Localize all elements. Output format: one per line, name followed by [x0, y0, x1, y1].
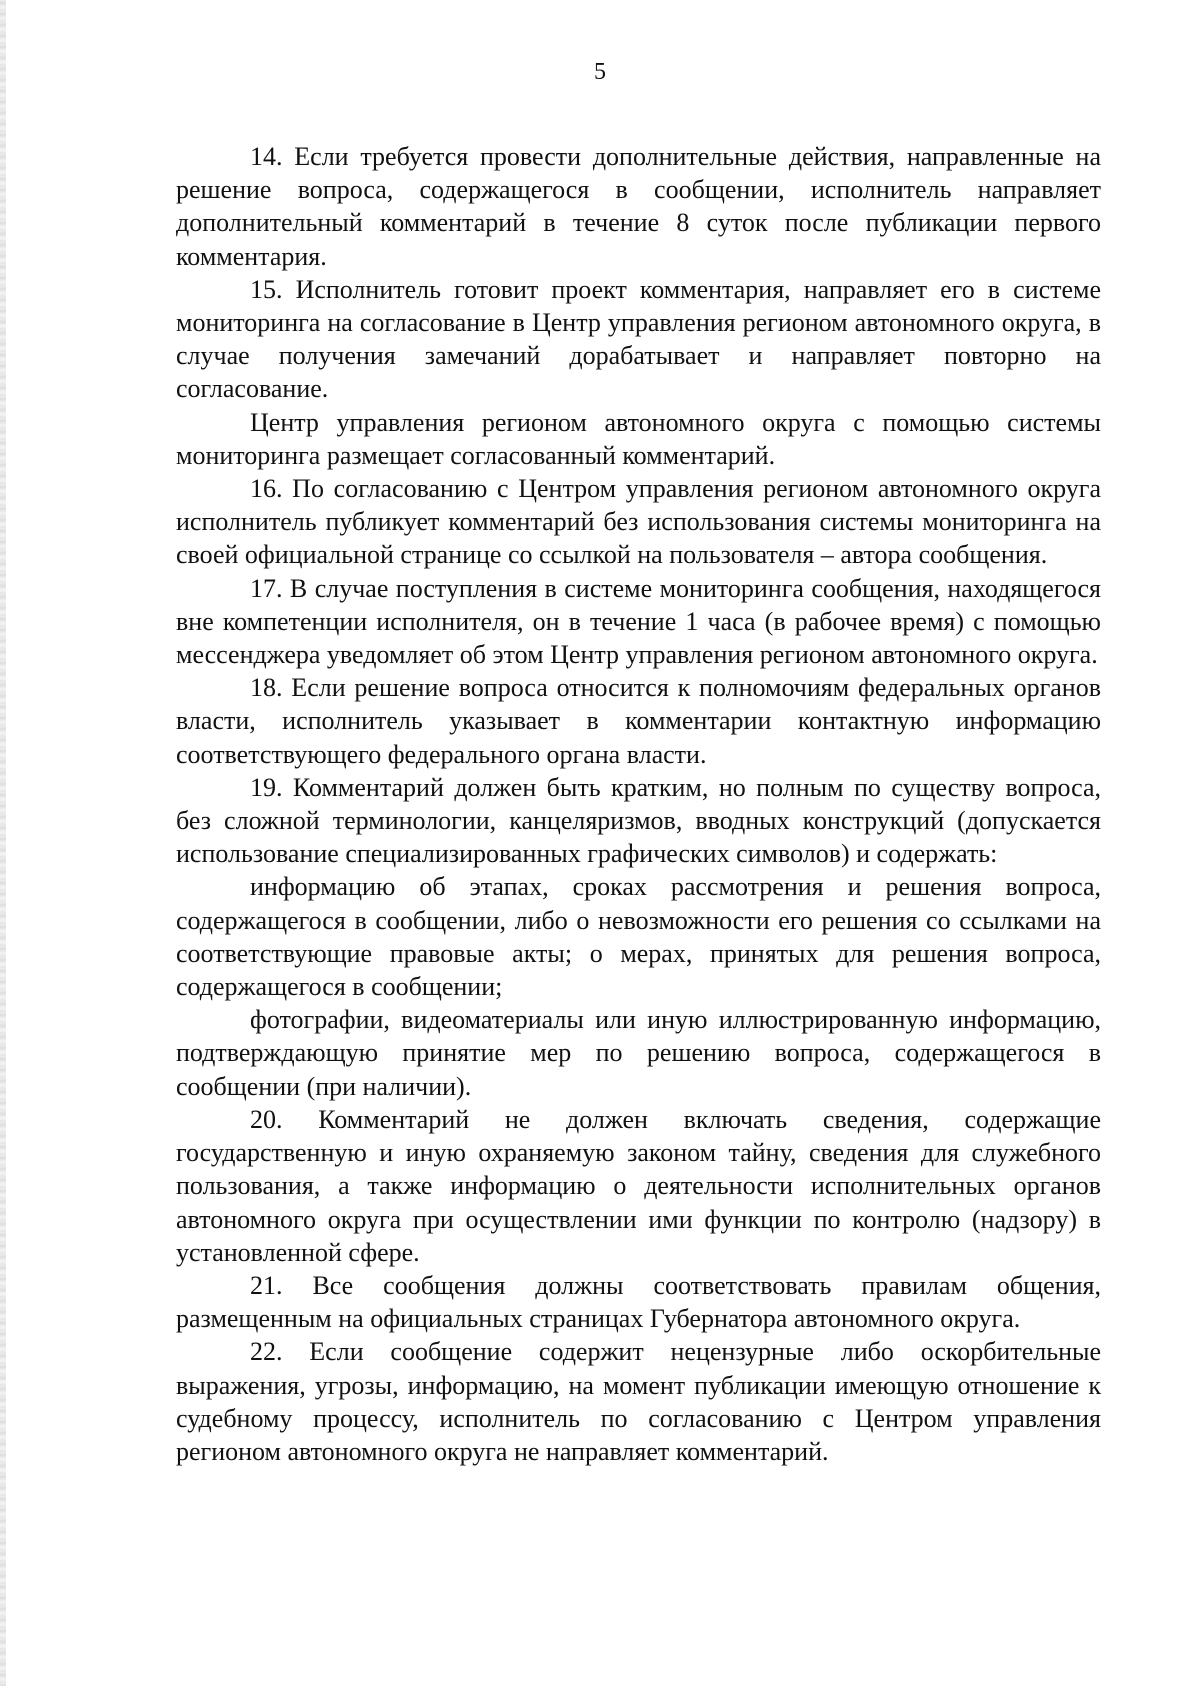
- paragraph-19-item-information: информацию об этапах, сроках рассмотрения и решения вопроса, содержащегося в сообщении, либо о невозможности его решения со ссылками на соответствующие правовые акты; о мерах, принятых для решения вопроса, содержащегося в сообщении;: [176, 872, 1101, 1002]
- paragraph-18: 18. Если решение вопроса относится к полномочиям федеральных органов власти, исполнитель указывает в комментарии контактную информацию соответствующего федерального органа власти.: [176, 673, 1101, 769]
- paragraph-15: 15. Исполнитель готовит проект комментария, направляет его в системе мониторинга на согласование в Центр управления регионом автономного округа, в случае получения замечаний дорабатывает и направляет повторно на согласование.: [176, 274, 1101, 404]
- paragraph-19-item-photos: фотографии, видеоматериалы или иную иллюстрированную информацию, подтверждающую принятие мер по решению вопроса, содержащегося в сообщении (при наличии).: [176, 1005, 1101, 1101]
- paragraph-17: 17. В случае поступления в системе мониторинга сообщения, находящегося вне компетенции исполнителя, он в течение 1 часа (в рабочее время) с помощью мессенджера уведомляет об этом Центр управления регионом автономного округа.: [176, 573, 1101, 670]
- scan-edge: [0, 0, 6, 1686]
- document-body: [176, 140, 1101, 1468]
- paragraph-14: 14. Если требуется провести дополнительные действия, направленные на решение вопроса, содержащегося в сообщении, исполнитель направляет дополнительный комментарий в течение 8 суток после публикации первого комментария.: [176, 142, 1101, 271]
- paragraph-15-continuation: Центр управления регионом автономного округа с помощью системы мониторинга размещает согласованный комментарий.: [176, 407, 1101, 470]
- paragraph-21: 21. Все сообщения должны соответствовать правилам общения, размещенным на официальных страницах Губернатора автономного округа.: [176, 1270, 1101, 1334]
- paragraph-22: 22. Если сообщение содержит нецензурные либо оскорбительные выражения, угрозы, информацию, на момент публикации имеющую отношение к судебному процессу, исполнитель по согласованию с Центром управления регионом автономного округа не направляет комментарий.: [176, 1337, 1101, 1466]
- page-number: 5: [594, 59, 606, 85]
- paragraph-19: 19. Комментарий должен быть кратким, но полным по существу вопроса, без сложной терминологии, канцеляризмов, вводных конструкций (допускается использование специализированных графических символов) и содержать:: [176, 772, 1101, 869]
- paragraph-16: 16. По согласованию с Центром управления регионом автономного округа исполнитель публикует комментарий без использования системы мониторинга на своей официальной странице со ссылкой на пользователя – автора сообщения.: [176, 474, 1101, 570]
- paragraph-20: 20. Комментарий не должен включать сведения, содержащие государственную и иную охраняемую законом тайну, сведения для служебного пользования, а также информацию о деятельности исполнительных органов автономного округа при осуществлении ими функции по контролю (надзору) в установленной сфере.: [176, 1104, 1101, 1267]
